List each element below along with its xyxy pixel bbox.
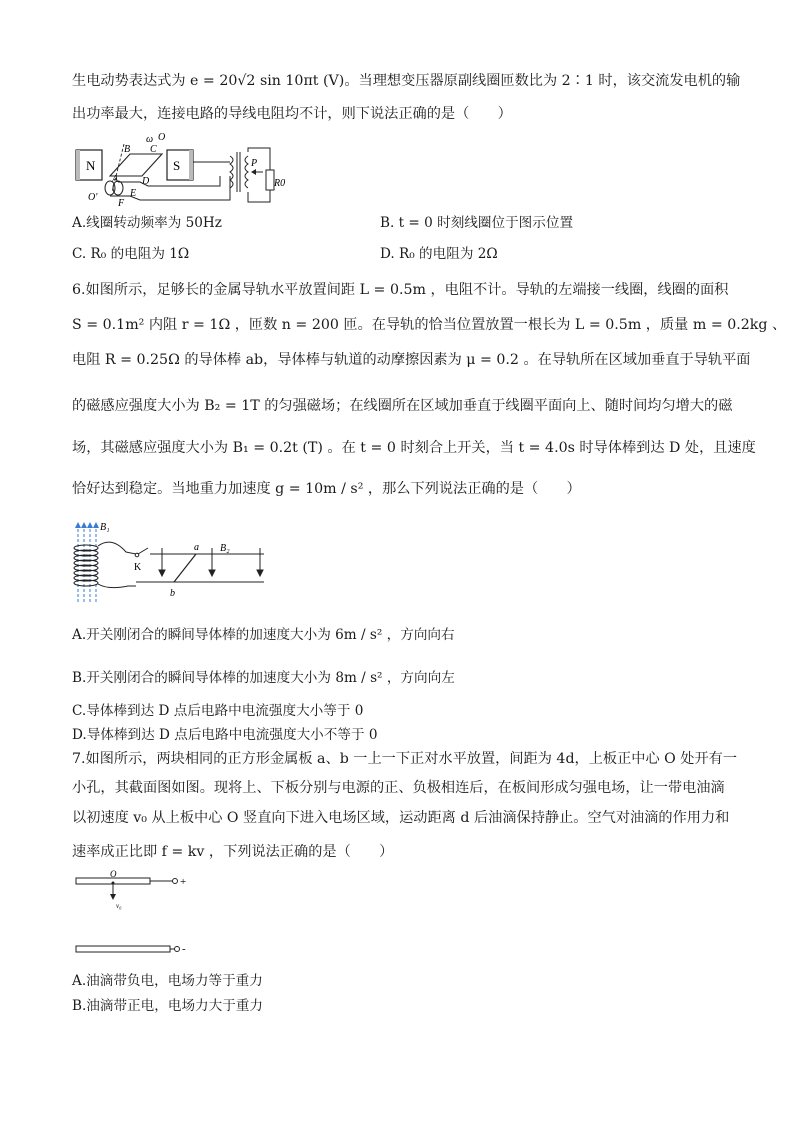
label-p: P bbox=[251, 158, 258, 169]
label-b-rod: b bbox=[170, 588, 175, 599]
label-c: C bbox=[150, 144, 157, 155]
magnet-n-label: N bbox=[86, 158, 96, 173]
q6-text-line-4: 的磁感应强度大小为 B₂ = 1T 的匀强磁场；在线圈所在区域加垂直于线圈平面向上、随时间均匀增大的磁 bbox=[72, 398, 733, 414]
parallel-plates-figure bbox=[70, 870, 200, 962]
q5-option-c: C. R₀ 的电阻为 1Ω bbox=[72, 246, 190, 262]
label-b2: B₂ bbox=[220, 543, 230, 554]
label-a: A bbox=[112, 174, 119, 185]
q6-option-c: C.导体棒到达 D 点后电路中电流强度大小等于 0 bbox=[72, 703, 364, 719]
q6-text-line-1: 6.如图所示，足够长的金属导轨水平放置间距 L = 0.5m ，电阻不计。导轨的左端接一线圈，线圈的面积 bbox=[72, 282, 729, 298]
q5-text-line-1: 生电动势表达式为 e = 20√2 sin 10πt (V)。当理想变压器原副线圈匝数比为 2∶1 时，该交流发电机的输 bbox=[72, 73, 741, 89]
label-d: D bbox=[142, 176, 150, 187]
q5-text-line-2: 出功率最大，连接电路的导线电阻均不计，则下说法正确的是（ ） bbox=[72, 106, 512, 122]
q7-text-line-3: 以初速度 v₀ 从上板中心 O 竖直向下进入电场区域，运动距离 d 后油滴保持静止。空气对油滴的作用力和 bbox=[72, 810, 730, 826]
q7-text-line-2: 小孔，其截面图如图。现将上、下板分别与电源的正、负极相连后，在板间形成匀强电场，让一带电油滴 bbox=[72, 780, 725, 796]
label-plus: + bbox=[180, 876, 187, 888]
q7-option-b: B.油滴带正电，电场力大于重力 bbox=[72, 998, 264, 1014]
label-o: O bbox=[158, 132, 166, 143]
generator-transformer-figure bbox=[70, 130, 285, 212]
label-f: F bbox=[118, 198, 125, 209]
label-omega: ω bbox=[146, 134, 154, 145]
q6-text-line-2: S = 0.1m² 内阻 r = 1Ω ，匝数 n = 200 匝。在导轨的恰当位置放置一根长为 L = 0.5m ，质量 m = 0.2kg 、 bbox=[72, 317, 787, 333]
q6-text-line-5: 场，其磁感应强度大小为 B₁ = 0.2t (T) 。在 t = 0 时刻合上开关，当 t = 4.0s 时导体棒到达 D 处，且速度 bbox=[72, 440, 756, 456]
label-k: K bbox=[134, 562, 142, 573]
q6-option-a: A.开关刚闭合的瞬间导体棒的加速度大小为 6m / s² ，方向向右 bbox=[72, 627, 455, 643]
label-a-rod: a bbox=[194, 542, 199, 553]
magnet-s-label: S bbox=[173, 158, 181, 173]
label-v0: v₀ bbox=[116, 902, 122, 910]
label-o-prime: O' bbox=[88, 192, 98, 203]
q5-option-d: D. R₀ 的电阻为 2Ω bbox=[380, 246, 498, 262]
q7-text-line-4: 速率成正比即 f = kv ，下列说法正确的是（ ） bbox=[72, 844, 394, 860]
q6-text-line-3: 电阻 R = 0.25Ω 的导体棒 ab，导体棒与轨道的动摩擦因素为 μ = 0.2 。在导轨所在区域加垂直于导轨平面 bbox=[72, 352, 751, 368]
q5-option-b: B. t = 0 时刻线圈位于图示位置 bbox=[380, 215, 574, 231]
q6-option-d: D.导体棒到达 D 点后电路中电流强度大小不等于 0 bbox=[72, 727, 378, 743]
q5-option-a: A.线圈转动频率为 50Hz bbox=[72, 215, 222, 231]
label-b: B bbox=[124, 144, 131, 155]
q7-option-a: A.油滴带负电，电场力等于重力 bbox=[72, 973, 263, 989]
label-o-hole: O bbox=[110, 870, 117, 879]
label-r0: R0 bbox=[274, 178, 285, 189]
label-b1: B₁ bbox=[100, 522, 110, 533]
coil-rails-figure bbox=[70, 518, 270, 602]
q6-option-b: B.开关刚闭合的瞬间导体棒的加速度大小为 8m / s² ，方向向左 bbox=[72, 670, 455, 686]
label-minus: - bbox=[182, 943, 186, 955]
q7-text-line-1: 7.如图所示，两块相同的正方形金属板 a、b 一上一下正对水平放置，间距为 4d，上板正中心 O 处开有一 bbox=[72, 751, 738, 767]
q6-text-line-6: 恰好达到稳定。当地重力加速度 g = 10m / s² ，那么下列说法正确的是（ ） bbox=[72, 481, 581, 497]
label-e: E bbox=[130, 188, 137, 199]
